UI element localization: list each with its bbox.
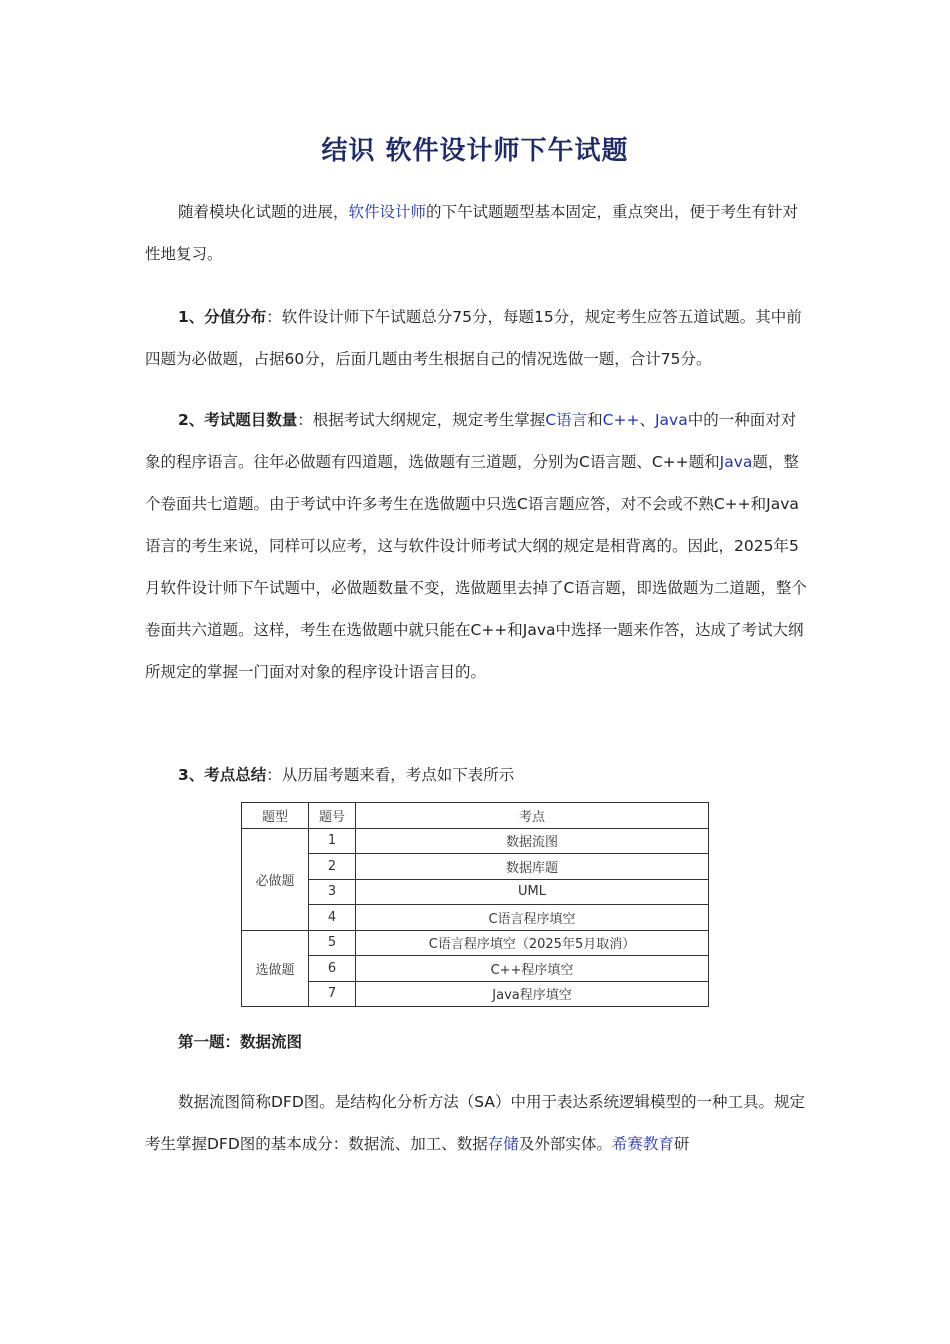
link-cpp[interactable]: C++: [602, 411, 640, 429]
section-2-text: 、: [639, 411, 655, 429]
question-number-cell: 3: [309, 879, 356, 905]
table-row: [242, 905, 709, 931]
link-c-language[interactable]: C语言: [545, 411, 588, 429]
section-1-body: ：软件设计师下午试题总分75分，每题15分，规定考生应答五道试题。其中前四题为必做题，占据60分，后面几题由考生根据自己的情况选做一题，合计75分。: [145, 308, 802, 368]
question-1-text: 数据流图简称DFD图。是结构化分析方法（SA）中用于表达系统逻辑模型的一种工具。规定考生掌握DFD图的基本成分：数据流、加工、数据: [145, 1093, 806, 1153]
link-xisai-education[interactable]: 希赛教育: [611, 1135, 674, 1153]
exam-point-cell: UML: [356, 879, 709, 905]
section-2-text: 和: [587, 411, 603, 429]
table-header-cell: 考点: [356, 803, 709, 829]
table-header-row: [242, 803, 709, 829]
question-1-text: 研: [673, 1135, 690, 1153]
section-2-text: 题，整个卷面共七道题。由于考试中许多考生在选做题中只选C语言题应答，对不会或不熟C++和Java语言的考生来说，同样可以应考，这与软件设计师考试大纲的规定是相背离的。因此，2025年5月软件设计师下午试题中，必做题数量不变，选做题里去掉了C语言题，即选做题为二道题，整个卷面共六道题。这样，考生在选做题中就只能在C++和Java中选择一题来作答，达成了考试大纲所规定的掌握一门面对对象的程序设计语言目的。: [145, 453, 807, 681]
table-row: [242, 828, 709, 854]
table-row: [242, 930, 709, 956]
section-2-paragraph: [145, 399, 810, 693]
exam-point-cell: Java程序填空: [356, 981, 709, 1007]
question-number-cell: 2: [309, 854, 356, 880]
link-java[interactable]: Java: [654, 411, 688, 429]
question-1-paragraph: [145, 1081, 810, 1165]
question-number-cell: 4: [309, 905, 356, 931]
group-required-cell: 必做题: [242, 828, 309, 930]
table-row: [242, 956, 709, 982]
section-3-paragraph: [145, 754, 810, 796]
group-optional-cell: 选做题: [242, 930, 309, 1007]
question-1-heading: 第一题：数据流图: [178, 1033, 303, 1051]
table-row: [242, 854, 709, 880]
section-3-body: ：从历届考题来看，考点如下表所示: [266, 766, 515, 784]
exam-point-cell: 数据流图: [356, 828, 709, 854]
intro-text: 随着模块化试题的进展，: [178, 203, 349, 221]
document-title: 结识 软件设计师下午试题: [321, 136, 629, 166]
section-1-paragraph: [145, 296, 810, 380]
exam-points-table: [241, 802, 709, 1007]
link-software-designer[interactable]: 软件设计师: [348, 203, 427, 221]
section-2-text: ：根据考试大纲规定，规定考生掌握: [297, 411, 546, 429]
intro-paragraph: [145, 191, 810, 275]
question-number-cell: 1: [309, 828, 356, 854]
section-1-heading: 1、分值分布: [178, 308, 267, 326]
exam-point-cell: 数据库题: [356, 854, 709, 880]
question-number-cell: 5: [309, 930, 356, 956]
section-3-heading: 3、考点总结: [178, 766, 267, 784]
table-header-cell: 题型: [242, 803, 309, 829]
exam-point-cell: C语言程序填空（2025年5月取消）: [356, 930, 709, 956]
question-number-cell: 6: [309, 956, 356, 982]
table-header-cell: 题号: [309, 803, 356, 829]
question-number-cell: 7: [309, 981, 356, 1007]
exam-point-cell: C语言程序填空: [356, 905, 709, 931]
link-storage[interactable]: 存储: [487, 1135, 519, 1153]
question-1-text: 及外部实体。: [518, 1135, 612, 1153]
table-row: [242, 981, 709, 1007]
section-2-heading: 2、考试题目数量: [178, 411, 298, 429]
link-java-2[interactable]: Java: [719, 453, 753, 471]
intro-text-2: 的下午试题题型基本固定，重点突出，便于考生有针对性地复习。: [145, 203, 799, 263]
exam-point-cell: C++程序填空: [356, 956, 709, 982]
section-2-text: 中的一种面对对象的程序语言。往年必做题有四道题，选做题有三道题，分别为C语言题、C++题和: [145, 411, 797, 471]
table-row: [242, 879, 709, 905]
